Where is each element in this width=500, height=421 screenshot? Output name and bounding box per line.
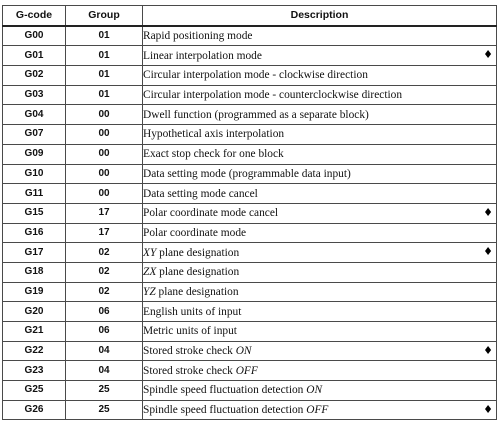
description-text: Polar coordinate mode cancel (143, 207, 279, 220)
gcode-cell: G01 (3, 46, 66, 66)
group-cell: 01 (66, 26, 143, 46)
table-row (3, 262, 497, 282)
header-description: Description (143, 6, 497, 26)
description-emphasis: ON (235, 345, 252, 358)
table-row (3, 105, 497, 125)
gcode-cell: G19 (3, 282, 66, 302)
group-cell: 25 (66, 400, 143, 420)
description-cell (143, 381, 497, 401)
gcode-cell: G07 (3, 125, 66, 145)
table-row (3, 361, 497, 381)
description-text: Stored stroke check (143, 364, 236, 377)
table-row (3, 85, 497, 105)
group-cell: 01 (66, 85, 143, 105)
gcode-cell: G09 (3, 144, 66, 164)
description-text: Exact stop check for one block (143, 148, 284, 161)
group-cell: 25 (66, 381, 143, 401)
description-text: English units of input (143, 305, 242, 318)
description-cell (143, 361, 497, 381)
table-row (3, 302, 497, 322)
table-row (3, 203, 497, 223)
description-cell (143, 46, 497, 66)
gcode-cell: G22 (3, 341, 66, 361)
gcode-cell: G20 (3, 302, 66, 322)
table-row (3, 322, 497, 342)
table-body (3, 26, 497, 420)
description-text: Circular interpolation mode - counterclockwise direction (143, 89, 403, 102)
description-text: Dwell function (programmed as a separate block) (143, 108, 369, 121)
group-cell: 17 (66, 223, 143, 243)
description-cell (143, 66, 497, 86)
gcode-table (2, 5, 497, 420)
table-row (3, 381, 497, 401)
gcode-cell: G00 (3, 26, 66, 46)
group-cell: 02 (66, 243, 143, 263)
description-text: Hypothetical axis interpolation (143, 128, 285, 141)
header-group: Group (66, 6, 143, 26)
description-cell (143, 26, 497, 46)
gcode-cell: G04 (3, 105, 66, 125)
description-text: plane designation (155, 285, 239, 298)
description-text: Polar coordinate mode (143, 226, 247, 239)
table-row (3, 184, 497, 204)
description-cell (143, 203, 497, 223)
table-row (3, 243, 497, 263)
group-cell: 00 (66, 184, 143, 204)
group-cell: 06 (66, 302, 143, 322)
diamond-marker-icon: ♦ (483, 343, 493, 357)
gcode-cell: G21 (3, 322, 66, 342)
header-gcode: G-code (3, 6, 66, 26)
table-row (3, 282, 497, 302)
diamond-marker-icon: ♦ (483, 205, 493, 219)
gcode-cell: G26 (3, 400, 66, 420)
description-cell (143, 400, 497, 420)
description-emphasis: YZ (143, 285, 156, 298)
description-cell (143, 302, 497, 322)
table-row (3, 164, 497, 184)
description-cell (143, 223, 497, 243)
group-cell: 00 (66, 164, 143, 184)
group-cell: 01 (66, 46, 143, 66)
description-emphasis: ON (306, 384, 323, 397)
group-cell: 00 (66, 125, 143, 145)
gcode-cell: G10 (3, 164, 66, 184)
description-text: Metric units of input (143, 325, 237, 338)
gcode-cell: G17 (3, 243, 66, 263)
group-cell: 02 (66, 282, 143, 302)
description-cell (143, 262, 497, 282)
table-row (3, 144, 497, 164)
description-emphasis: ZX (143, 266, 157, 279)
gcode-cell: G11 (3, 184, 66, 204)
gcode-cell: G15 (3, 203, 66, 223)
description-cell (143, 144, 497, 164)
description-cell (143, 341, 497, 361)
description-text: Rapid positioning mode (143, 30, 253, 43)
group-cell: 06 (66, 322, 143, 342)
gcode-cell: G25 (3, 381, 66, 401)
group-cell: 17 (66, 203, 143, 223)
table-row (3, 46, 497, 66)
description-cell (143, 322, 497, 342)
gcode-cell: G23 (3, 361, 66, 381)
description-cell (143, 282, 497, 302)
group-cell: 01 (66, 66, 143, 86)
group-cell: 04 (66, 341, 143, 361)
table-row (3, 223, 497, 243)
table-row (3, 400, 497, 420)
gcode-cell: G03 (3, 85, 66, 105)
table-row (3, 125, 497, 145)
description-cell (143, 105, 497, 125)
table-row (3, 26, 497, 46)
gcode-cell: G02 (3, 66, 66, 86)
description-cell (143, 184, 497, 204)
description-emphasis: OFF (235, 364, 258, 377)
gcode-cell: G16 (3, 223, 66, 243)
description-text: Data setting mode cancel (143, 187, 258, 200)
description-emphasis: OFF (306, 404, 329, 417)
group-cell: 02 (66, 262, 143, 282)
description-text: plane designation (156, 246, 240, 259)
description-cell (143, 125, 497, 145)
group-cell: 00 (66, 144, 143, 164)
diamond-marker-icon: ♦ (483, 402, 493, 416)
description-cell (143, 243, 497, 263)
group-cell: 04 (66, 361, 143, 381)
description-text: Data setting mode (programmable data input) (143, 167, 351, 180)
header-row (3, 6, 497, 26)
description-text: Spindle speed fluctuation detection (143, 384, 307, 397)
gcode-cell: G18 (3, 262, 66, 282)
description-cell (143, 85, 497, 105)
description-text: Spindle speed fluctuation detection (143, 404, 307, 417)
diamond-marker-icon: ♦ (483, 48, 493, 62)
description-emphasis: XY (143, 246, 157, 259)
description-text: Circular interpolation mode - clockwise direction (143, 69, 368, 82)
description-text: plane designation (156, 266, 240, 279)
description-text: Linear interpolation mode (143, 49, 262, 62)
diamond-marker-icon: ♦ (483, 245, 493, 259)
table-row (3, 341, 497, 361)
description-text: Stored stroke check (143, 345, 236, 358)
table-row (3, 66, 497, 86)
description-cell (143, 164, 497, 184)
group-cell: 00 (66, 105, 143, 125)
